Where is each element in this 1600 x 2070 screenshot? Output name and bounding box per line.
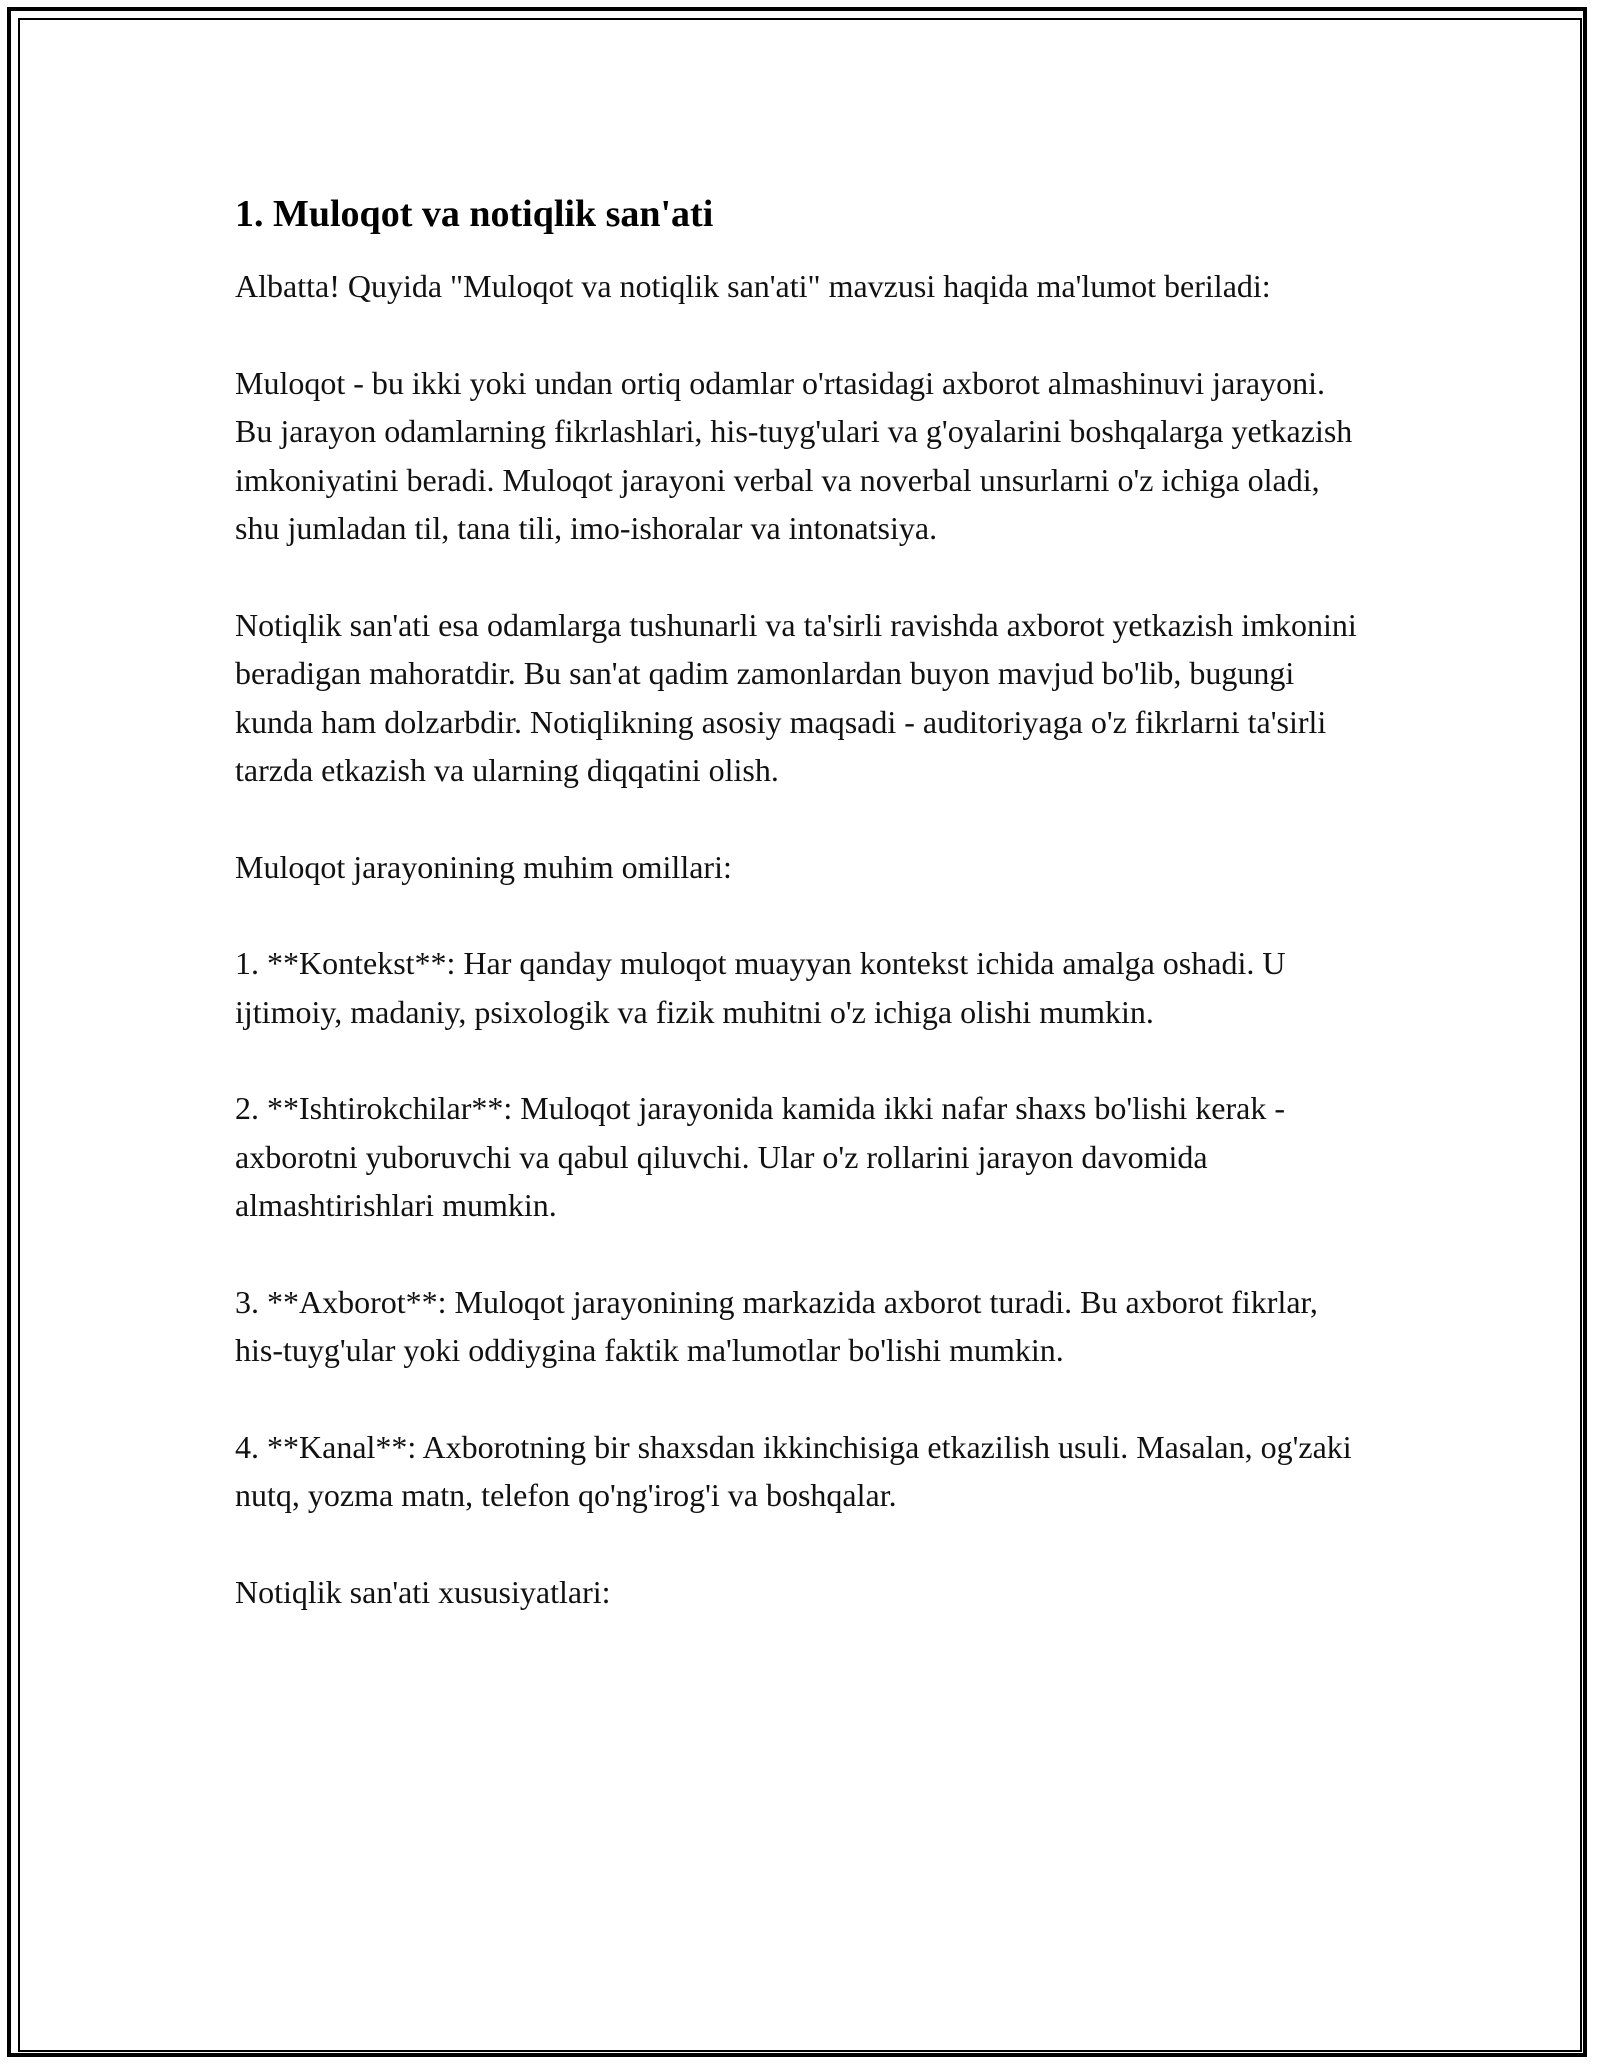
notiqlik-definition-paragraph: Notiqlik san'ati esa odamlarga tushunarli va ta'sirli ravishda axborot yetkazish imkonini beradigan mahoratdir. Bu san'at qadim zamonlardan buyon mavjud bo'lib, bugungi kunda ham dolzarbdir. Notiqlikning asosiy maqsadi - auditoriyaga o'z fikrlarni ta'sirli tarzda etkazish va ularning diqqatini olish. [235,606,1357,788]
intro-paragraph: Albatta! Quyida "Muloqot va notiqlik san'ati" mavzusi haqida ma'lumot beriladi: [235,268,1271,304]
muloqot-definition-paragraph: Muloqot - bu ikki yoki undan ortiq odamlar o'rtasidagi axborot almashinuvi jarayoni. Bu jarayon odamlarning fikrlashlari, his-tuyg'ulari va g'oyalarini boshqalarga yetkazish imkoniyatini beradi. Muloqot jarayoni verbal va noverbal unsurlarni o'z ichiga oladi, shu jumladan til, tana tili, imo-ishoralar va intonatsiya. [235,364,1353,546]
features-heading-paragraph: Notiqlik san'ati xususiyatlari: [235,1573,611,1610]
section-heading: 1. Muloqot va notiqlik san'ati [235,193,714,235]
list-item-axborot: 3. **Axborot**: Muloqot jarayonining markazida axborot turadi. Bu axborot fikrlar, his-tuyg'ular yoki oddiygina faktik ma'lumotlar bo'lishi mumkin. [235,1283,1318,1368]
list-item-ishtirokchilar: 2. **Ishtirokchilar**: Muloqot jarayonida kamida ikki nafar shaxs bo'lishi kerak - axborotni yuboruvchi va qabul qiluvchi. Ular o'z rollarini jarayon davomida almashtirishlari mumkin. [235,1090,1285,1223]
document-body [235,186,1365,1664]
factors-heading-paragraph: Muloqot jarayonining muhim omillari: [235,848,732,885]
list-item-kanal: 4. **Kanal**: Axborotning bir shaxsdan ikkinchisiga etkazilish usuli. Masalan, og'zaki nutq, yozma matn, telefon qo'ng'irog'i va boshqalar. [235,1428,1352,1513]
list-item-kontekst: 1. **Kontekst**: Har qanday muloqot muayyan kontekst ichida amalga oshadi. U ijtimoiy, madaniy, psixologik va fizik muhitni o'z ichiga olishi mumkin. [235,945,1286,1030]
